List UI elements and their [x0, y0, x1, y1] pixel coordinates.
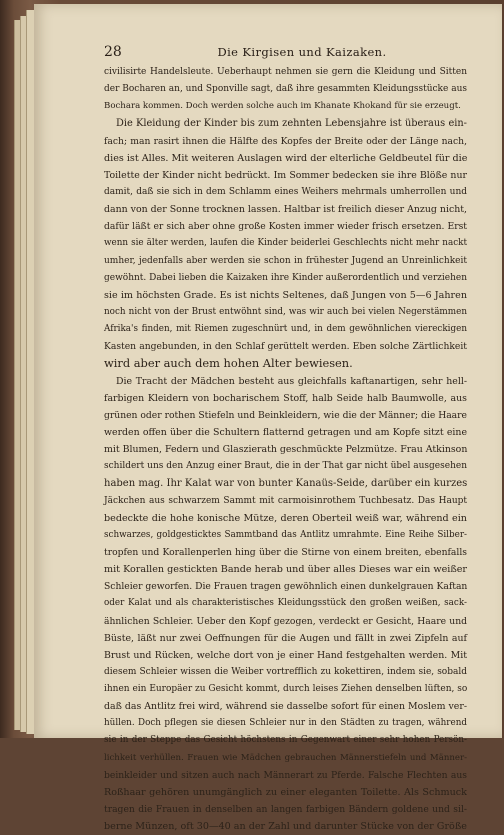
- text-line: dafür läßt er sich aber ohne große Kosten immer wieder frisch ersetzen. Erst: [104, 221, 467, 233]
- page-number: 28: [104, 44, 122, 60]
- text-line: schwarzes, goldgesticktes Sammtband das Antlitz umrahmte. Eine Reihe Silber-: [104, 529, 467, 540]
- text-line: Brust und Rücken, welche dort von je einer Hand festgehalten werden. Mit: [104, 649, 467, 661]
- text-line: Büste, läßt nur zwei Oeffnungen für die Augen und fällt in zwei Zipfeln auf: [104, 632, 467, 644]
- text-line: sie im höchsten Grade. Es ist nichts Seltenes, daß Jungen von 5—6 Jahren: [104, 289, 467, 301]
- text-line: haben mag. Ihr Kalat war von bunter Kanaüs-Seide, darüber ein kurzes: [104, 478, 468, 490]
- text-line: farbigen Kleidern von bocharischem Stoff, halb Seide halb Baumwolle, aus: [104, 392, 467, 404]
- text-line: Toilette der Kinder nicht bedrückt. Im Sommer bedecken sie ihre Blöße nur: [104, 169, 467, 181]
- text-line: tragen die Frauen in denselben an langen farbigen Bändern goldene und sil-: [104, 804, 467, 816]
- text-line: noch nicht von der Brust entwöhnt sind, was wir auch bei vielen Negerstämmen: [104, 306, 467, 317]
- text-line: Roßhaar gehören unumgänglich zu einer eleganten Toilette. Als Schmuck: [104, 786, 467, 798]
- text-line: daß das Antlitz frei wird, während sie dasselbe sofort für einen Moslem ver-: [104, 701, 467, 713]
- text-line: dann von der Sonne trocknen lassen. Haltbar ist freilich dieser Anzug nicht,: [104, 204, 467, 216]
- text-line: oder Kalat und als charakteristisches Kleidungsstück den großen weißen, sack-: [104, 598, 467, 609]
- text-line: civilisirte Handelsleute. Ueberhaupt nehmen sie gern die Kleidung und Sitten: [104, 67, 467, 77]
- text-line: lichkeit verhüllen. Frauen wie Mädchen gebrauchen Männerstiefeln und Männer-: [104, 752, 467, 763]
- text-line: fach; man rasirt ihnen die Hälfte des Kopfes der Breite oder der Länge nach,: [104, 135, 467, 147]
- text-line: Kasten angebunden, in den Schlaf gerüttelt werden. Eben solche Zärtlichkeit: [104, 341, 467, 353]
- text-line: Die Kleidung der Kinder bis zum zehnten Lebensjahre ist überaus ein-: [116, 118, 467, 130]
- text-line: beinkleider und sitzen auch nach Männerart zu Pferde. Falsche Flechten aus: [104, 769, 467, 781]
- text-line: ähnlichen Schleier. Ueber den Kopf gezogen, verdeckt er Gesicht, Haare und: [104, 615, 467, 627]
- text-line: wird aber auch dem hohen Alter bewiesen.: [104, 356, 353, 371]
- text-line: schildert uns den Anzug einer Braut, die in der That gar nicht übel ausgesehen: [104, 461, 467, 472]
- text-line: berne Münzen, oft 30—40 an der Zahl und darunter Stücke von der Größe: [104, 821, 467, 833]
- page-header: [70, 44, 474, 62]
- text-line: hüllen. Doch pflegen sie diesen Schleier nur in den Städten zu tragen, während: [104, 718, 467, 729]
- text-line: wenn sie älter werden, laufen die Kinder beiderlei Geschlechts nicht mehr nackt: [104, 238, 467, 249]
- text-line: diesem Schleier wissen die Weiber vortrefflich zu kokettiren, indem sie, sobald: [104, 666, 467, 677]
- text-line: Afrika's finden, mit Riemen zugeschnürt und, in dem gewöhnlichen viereckigen: [104, 324, 467, 335]
- text-line: grünen oder rothen Stiefeln und Beinkleidern, wie die der Männer; die Haare: [104, 409, 467, 421]
- text-line: dies ist Alles. Mit weiteren Auslagen wird der elterliche Geldbeutel für die: [104, 152, 468, 164]
- text-line: damit, daß sie sich in dem Schlamm eines Weihers mehrmals umherrollen und: [104, 186, 467, 197]
- text-line: Bochara kommen. Doch werden solche auch im Khanate Khokand für sie erzeugt.: [104, 101, 461, 112]
- text-line: umher, jedenfalls aber werden sie schon in frühester Jugend an Unreinlichkeit: [104, 255, 467, 266]
- text-line: werden offen über die Schultern flatternd getragen und am Kopfe sitzt eine: [104, 426, 467, 438]
- text-line: tropfen und Korallenperlen hing über die Stirne von einem breiten, ebenfalls: [104, 546, 467, 558]
- text-line: Jäckchen aus schwarzem Sammt mit carmoisinrothem Tuchbesatz. Das Haupt: [104, 495, 467, 506]
- text-line: der Bocharen an, und Sponville sagt, daß ihre gesammten Kleidungsstücke aus: [104, 84, 467, 95]
- text-line: mit Blumen, Federn und Glaszierath geschmückte Pelzmütze. Frau Atkinson: [104, 444, 468, 456]
- text-line: sie in der Steppe das Gesicht höchstens in Gegenwart einer sehr hohen Persön-: [104, 735, 467, 746]
- text-line: ihnen ein Europäer zu Gesicht kommt, durch leises Ziehen denselben lüften, so: [104, 684, 468, 695]
- text-line: Schleier geworfen. Die Frauen tragen gewöhnlich einen dunkelgrauen Kaftan: [104, 581, 468, 593]
- body-text: [104, 64, 467, 835]
- text-line: gewöhnt. Dabei lieben die Kaizaken ihre Kinder außerordentlich und verziehen: [104, 272, 467, 283]
- text-line: bedeckte die hohe konische Mütze, deren Oberteil weiß war, während ein: [104, 512, 467, 524]
- running-title: Die Kirgisen und Kaizaken.: [217, 45, 387, 59]
- text-line: mit Korallen gestickten Bande herab und über alles Dieses war ein weißer: [104, 564, 467, 576]
- text-line: Die Tracht der Mädchen besteht aus gleichfalls kaftanartigen, sehr hell-: [116, 375, 467, 387]
